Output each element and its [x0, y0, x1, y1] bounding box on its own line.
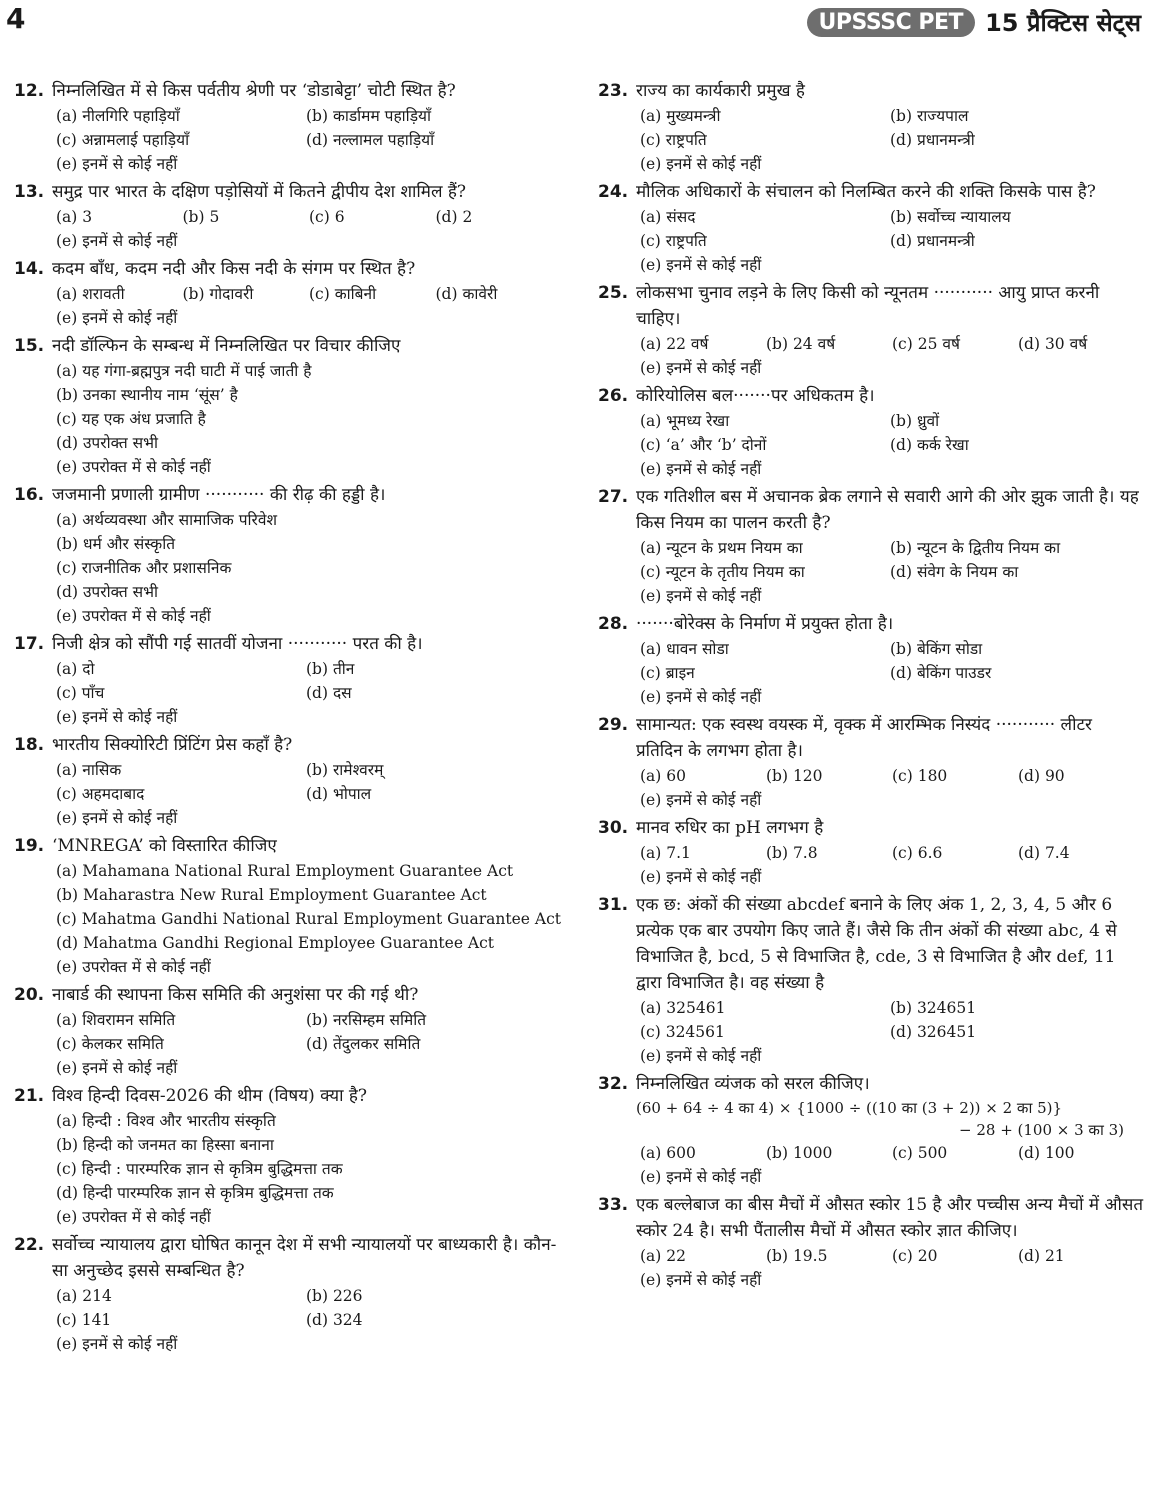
- question-text-row: [598, 1071, 1144, 1097]
- question-number: 15.: [14, 336, 45, 356]
- options-grid: [598, 841, 1144, 889]
- answer-option: (a) संसद: [640, 208, 696, 226]
- answer-option: (c) केलकर समिति: [56, 1035, 164, 1053]
- answer-option: (d) 324: [306, 1311, 363, 1329]
- answer-option: (d) बेकिंग पाउडर: [890, 664, 992, 682]
- question-number: 19.: [14, 836, 45, 856]
- question-number: 28.: [598, 614, 629, 634]
- answer-option: (b) नरसिम्हम समिति: [306, 1011, 427, 1029]
- question-text: सामान्यत: एक स्वस्थ वयस्क में, वृक्क में आरम्भिक निस्यंद ··········· लीटर प्रतिदिन के लगभग होता है।: [636, 715, 1093, 761]
- question-item: [14, 179, 562, 253]
- question-item: [598, 815, 1144, 889]
- answer-option: (c) 6: [309, 208, 345, 226]
- answer-option: (d) 2: [435, 208, 473, 226]
- question-text-row: [14, 256, 562, 282]
- answer-option-none: (e) इनमें से कोई नहीं: [640, 791, 762, 809]
- question-number: 24.: [598, 182, 629, 202]
- answer-option: (a) शरावती: [56, 285, 125, 303]
- answer-option: (d) भोपाल: [306, 785, 372, 803]
- answer-option-none: (e) इनमें से कोई नहीं: [56, 309, 178, 327]
- series-title: 15 प्रैक्टिस सेट्स: [985, 9, 1141, 37]
- answer-option-none: (e) उपरोक्त में से कोई नहीं: [56, 458, 211, 476]
- options-grid: [14, 859, 562, 979]
- question-text-row: [14, 179, 562, 205]
- question-text: मानव रुधिर का pH लगभग है: [636, 818, 824, 838]
- question-text: निम्नलिखित में से किस पर्वतीय श्रेणी पर ‘डोडाबेट्टा’ चोटी स्थित है?: [52, 81, 456, 101]
- question-item: [14, 631, 562, 729]
- question-item: [14, 333, 562, 479]
- answer-option: (c) ‘a’ और ‘b’ दोनों: [640, 436, 767, 454]
- answer-option: (b) न्यूटन के द्वितीय नियम का: [890, 539, 1061, 557]
- answer-option: (d) 100: [1018, 1144, 1075, 1162]
- answer-option-none: (e) उपरोक्त में से कोई नहीं: [56, 958, 211, 976]
- question-text-row: [14, 1232, 562, 1284]
- question-text-row: [14, 631, 562, 657]
- options-grid: [598, 332, 1144, 380]
- question-number: 16.: [14, 485, 45, 505]
- answer-option: (c) अहमदाबाद: [56, 785, 145, 803]
- question-text: राज्य का कार्यकारी प्रमुख है: [636, 81, 805, 101]
- answer-option: (c) राजनीतिक और प्रशासनिक: [56, 559, 232, 577]
- answer-option-none: (e) इनमें से कोई नहीं: [640, 460, 762, 478]
- options-grid: [598, 409, 1144, 481]
- answer-option-none: (e) इनमें से कोई नहीं: [640, 1168, 762, 1186]
- question-text-row: [598, 78, 1144, 104]
- question-text-row: [598, 484, 1144, 536]
- options-grid: [598, 1244, 1144, 1292]
- answer-option: (b) धर्म और संस्कृति: [56, 535, 176, 553]
- question-text-row: [598, 611, 1144, 637]
- question-number: 25.: [598, 283, 629, 303]
- options-grid: [14, 1008, 562, 1080]
- question-text: भारतीय सिक्योरिटी प्रिंटिंग प्रेस कहाँ है?: [52, 735, 293, 755]
- question-text: निम्नलिखित व्यंजक को सरल कीजिए।: [636, 1074, 870, 1094]
- answer-option-none: (e) इनमें से कोई नहीं: [640, 1271, 762, 1289]
- answer-option: (a) मुख्यमन्त्री: [640, 107, 721, 125]
- question-text-row: [598, 179, 1144, 205]
- question-number: 18.: [14, 735, 45, 755]
- answer-option: (a) 214: [56, 1287, 112, 1305]
- answer-option: (b) कार्डामम पहाड़ियाँ: [306, 107, 431, 125]
- answer-option: (a) नासिक: [56, 761, 122, 779]
- left-column: [14, 78, 562, 1359]
- question-text-row: [14, 732, 562, 758]
- question-text: लोकसभा चुनाव लड़ने के लिए किसी को न्यूनतम ··········· आयु प्राप्त करनी चाहिए।: [636, 283, 1100, 329]
- question-item: [14, 982, 562, 1080]
- question-item: [14, 1232, 562, 1356]
- options-grid: [598, 637, 1144, 709]
- answer-option: (c) 180: [892, 767, 948, 785]
- answer-option-none: (e) इनमें से कोई नहीं: [56, 708, 178, 726]
- question-text: मौलिक अधिकारों के संचालन को निलम्बित करने की शक्ति किसके पास है?: [636, 182, 1096, 202]
- question-number: 26.: [598, 386, 629, 406]
- answer-option: (d) Mahatma Gandhi Regional Employee Guarantee Act: [56, 934, 495, 952]
- answer-option: (d) कावेरी: [435, 285, 498, 303]
- question-number: 27.: [598, 487, 629, 507]
- answer-option: (a) 22: [640, 1247, 686, 1265]
- answer-option: (a) अर्थव्यवस्था और सामाजिक परिवेश: [56, 511, 278, 529]
- options-grid: [14, 508, 562, 628]
- answer-option-none: (e) इनमें से कोई नहीं: [640, 868, 762, 886]
- answer-option: (d) 30 वर्ष: [1018, 335, 1088, 353]
- answer-option: (a) हिन्दी : विश्व और भारतीय संस्कृति: [56, 1112, 276, 1130]
- answer-option-none: (e) इनमें से कोई नहीं: [56, 1059, 178, 1077]
- question-item: [598, 179, 1144, 277]
- answer-option: (a) यह गंगा-ब्रह्मपुत्र नदी घाटी में पाई जाती है: [56, 362, 312, 380]
- question-item: [14, 1083, 562, 1229]
- answer-option: (a) 22 वर्ष: [640, 335, 709, 353]
- answer-option: (d) तेंदुलकर समिति: [306, 1035, 421, 1053]
- question-text-row: [14, 333, 562, 359]
- answer-option: (c) न्यूटन के तृतीय नियम का: [640, 563, 805, 581]
- answer-option: (b) 19.5: [766, 1247, 828, 1265]
- answer-option: (d) उपरोक्त सभी: [56, 583, 159, 601]
- answer-option: (c) 25 वर्ष: [892, 335, 960, 353]
- question-number: 29.: [598, 715, 629, 735]
- answer-option: (c) राष्ट्रपति: [640, 232, 707, 250]
- answer-option: (a) 325461: [640, 999, 726, 1017]
- answer-option: (d) संवेग के नियम का: [890, 563, 1019, 581]
- options-grid: [598, 536, 1144, 608]
- answer-option-none: (e) इनमें से कोई नहीं: [640, 359, 762, 377]
- answer-option: (b) 1000: [766, 1144, 833, 1162]
- question-item: [598, 1192, 1144, 1292]
- question-number: 14.: [14, 259, 45, 279]
- question-item: [14, 78, 562, 176]
- answer-option: (d) 21: [1018, 1247, 1065, 1265]
- question-item: [598, 78, 1144, 176]
- answer-option: (a) शिवरामन समिति: [56, 1011, 176, 1029]
- answer-option: (c) 500: [892, 1144, 948, 1162]
- question-text: विश्व हिन्दी दिवस-2026 की थीम (विषय) क्या है?: [52, 1086, 368, 1106]
- answer-option: (d) 90: [1018, 767, 1065, 785]
- answer-option: (c) अन्नामलाई पहाड़ियाँ: [56, 131, 190, 149]
- answer-option: (c) ब्राइन: [640, 664, 695, 682]
- question-text-row: [598, 383, 1144, 409]
- question-number: 30.: [598, 818, 629, 838]
- right-column: [598, 78, 1144, 1295]
- answer-option: (b) 5: [182, 208, 220, 226]
- answer-option: (d) कर्क रेखा: [890, 436, 969, 454]
- options-grid: [14, 657, 562, 729]
- question-number: 31.: [598, 895, 629, 915]
- question-item: [598, 611, 1144, 709]
- answer-option-none: (e) इनमें से कोई नहीं: [640, 155, 762, 173]
- options-grid: [14, 205, 562, 253]
- answer-option: (a) 60: [640, 767, 686, 785]
- answer-option: (b) उनका स्थानीय नाम ‘सूंस’ है: [56, 386, 238, 404]
- question-text: समुद्र पार भारत के दक्षिण पड़ोसियों में कितने द्वीपीय देश शामिल हैं?: [52, 182, 467, 202]
- question-text: निजी क्षेत्र को सौंपी गई सातवीं योजना ··········· परत की है।: [52, 634, 423, 654]
- answer-option-none: (e) उपरोक्त में से कोई नहीं: [56, 607, 211, 625]
- question-text: एक गतिशील बस में अचानक ब्रेक लगाने से सवारी आगे की ओर झुक जाती है। यह किस नियम का पालन करती है?: [636, 487, 1139, 533]
- answer-option: (d) प्रधानमन्त्री: [890, 131, 975, 149]
- question-text-row: [598, 815, 1144, 841]
- answer-option: (c) Mahatma Gandhi National Rural Employment Guarantee Act: [56, 910, 561, 928]
- question-item: [598, 712, 1144, 812]
- options-grid: [14, 758, 562, 830]
- question-number: 12.: [14, 81, 45, 101]
- question-number: 20.: [14, 985, 45, 1005]
- answer-option: (b) 120: [766, 767, 823, 785]
- answer-option: (b) Maharastra New Rural Employment Guarantee Act: [56, 886, 487, 904]
- answer-option: (b) 324651: [890, 999, 977, 1017]
- expression-line: − 28 + (100 × 3 का 3): [959, 1121, 1124, 1139]
- answer-option-none: (e) इनमें से कोई नहीं: [56, 232, 178, 250]
- options-grid: [598, 104, 1144, 176]
- answer-option: (a) Mahamana National Rural Employment Guarantee Act: [56, 862, 514, 880]
- answer-option: (d) 7.4: [1018, 844, 1070, 862]
- options-grid: [14, 1284, 562, 1356]
- question-text-row: [598, 712, 1144, 764]
- answer-option: (d) नल्लामल पहाड़ियाँ: [306, 131, 435, 149]
- answer-option: (c) हिन्दी : पारम्परिक ज्ञान से कृत्रिम बुद्धिमत्ता तक: [56, 1160, 343, 1178]
- answer-option: (b) तीन: [306, 660, 355, 678]
- answer-option: (c) 324561: [640, 1023, 725, 1041]
- question-number: 33.: [598, 1195, 629, 1215]
- question-text-row: [14, 982, 562, 1008]
- question-text-row: [14, 833, 562, 859]
- question-item: [598, 892, 1144, 1068]
- question-text-row: [14, 482, 562, 508]
- question-item: [598, 383, 1144, 481]
- question-number: 32.: [598, 1074, 629, 1094]
- book-header: [807, 6, 1141, 39]
- answer-option-none: (e) इनमें से कोई नहीं: [640, 587, 762, 605]
- question-text-row: [14, 78, 562, 104]
- answer-option: (a) 600: [640, 1144, 696, 1162]
- answer-option-none: (e) इनमें से कोई नहीं: [56, 155, 178, 173]
- answer-option: (d) उपरोक्त सभी: [56, 434, 159, 452]
- exam-badge: UPSSSC PET: [807, 8, 976, 37]
- question-item: [14, 256, 562, 330]
- answer-option: (a) 7.1: [640, 844, 691, 862]
- answer-option: (b) 226: [306, 1287, 363, 1305]
- options-grid: [14, 282, 562, 330]
- question-number: 17.: [14, 634, 45, 654]
- question-text-row: [598, 892, 1144, 996]
- options-grid: [14, 359, 562, 479]
- answer-option-none: (e) उपरोक्त में से कोई नहीं: [56, 1208, 211, 1226]
- question-item: [14, 833, 562, 979]
- answer-option: (c) 20: [892, 1247, 938, 1265]
- page-number: 4: [6, 2, 26, 35]
- options-grid: [598, 764, 1144, 812]
- question-text-row: [598, 280, 1144, 332]
- answer-option-none: (e) इनमें से कोई नहीं: [640, 1047, 762, 1065]
- question-number: 22.: [14, 1235, 45, 1255]
- answer-option: (c) 141: [56, 1311, 112, 1329]
- question-item: [598, 1071, 1144, 1189]
- answer-option: (c) राष्ट्रपति: [640, 131, 707, 149]
- question-text-row: [598, 1192, 1144, 1244]
- question-text: जजमानी प्रणाली ग्रामीण ··········· की रीढ़ की हड्डी है।: [52, 485, 386, 505]
- answer-option: (b) राज्यपाल: [890, 107, 969, 125]
- answer-option: (a) नीलगिरि पहाड़ियाँ: [56, 107, 180, 125]
- answer-option: (b) रामेश्वरम्: [306, 761, 384, 779]
- question-text: कोरियोलिस बल·······पर अधिकतम है।: [636, 386, 875, 406]
- answer-option: (b) हिन्दी को जनमत का हिस्सा बनाना: [56, 1136, 274, 1154]
- question-text: ‘MNREGA’ को विस्तारित कीजिए: [52, 836, 277, 856]
- answer-option: (c) 6.6: [892, 844, 943, 862]
- options-grid: [598, 205, 1144, 277]
- answer-option: (a) धावन सोडा: [640, 640, 729, 658]
- options-grid: [14, 1109, 562, 1229]
- question-text: एक छ: अंकों की संख्या abcdef बनाने के लिए अंक 1, 2, 3, 4, 5 और 6 प्रत्येक एक बार उपयोग किए जाते हैं। जैसे कि तीन अंकों की संख्या abc, 4 से विभाजित है, bcd, 5 से विभाजित है, cde, 3 से विभाजित है और def, 11 द्वारा विभाजित है। वह संख्या है: [636, 895, 1117, 993]
- answer-option-none: (e) इनमें से कोई नहीं: [640, 256, 762, 274]
- answer-option: (d) हिन्दी पारम्परिक ज्ञान से कृत्रिम बुद्धिमत्ता तक: [56, 1184, 334, 1202]
- question-text: सर्वोच्च न्यायालय द्वारा घोषित कानून देश में सभी न्यायालयों पर बाध्यकारी है। कौन-सा अनुच्छेद इससे सम्बन्धित है?: [52, 1235, 557, 1281]
- answer-option: (d) प्रधानमन्त्री: [890, 232, 975, 250]
- question-text-row: [14, 1083, 562, 1109]
- options-grid: [598, 996, 1144, 1068]
- question-item: [14, 482, 562, 628]
- answer-option: (b) 7.8: [766, 844, 818, 862]
- question-item: [598, 280, 1144, 380]
- options-grid: [14, 104, 562, 176]
- answer-option: (d) 326451: [890, 1023, 977, 1041]
- question-text: नदी डॉल्फिन के सम्बन्ध में निम्नलिखित पर विचार कीजिए: [52, 336, 401, 356]
- answer-option: (b) सर्वोच्च न्यायालय: [890, 208, 1011, 226]
- answer-option: (b) ध्रुवों: [890, 412, 940, 430]
- answer-option-none: (e) इनमें से कोई नहीं: [640, 688, 762, 706]
- question-item: [14, 732, 562, 830]
- answer-option: (b) बेकिंग सोडा: [890, 640, 983, 658]
- answer-option-none: (e) इनमें से कोई नहीं: [56, 1335, 178, 1353]
- answer-option: (c) यह एक अंध प्रजाति है: [56, 410, 206, 428]
- question-number: 23.: [598, 81, 629, 101]
- question-text: नाबार्ड की स्थापना किस समिति की अनुशंसा पर की गई थी?: [52, 985, 419, 1005]
- answer-option: (a) भूमध्य रेखा: [640, 412, 730, 430]
- question-text: ·······बोरेक्स के निर्माण में प्रयुक्त होता है।: [636, 614, 894, 634]
- options-grid: [598, 1141, 1144, 1189]
- answer-option: (c) पाँच: [56, 684, 105, 702]
- question-text: कदम बाँध, कदम नदी और किस नदी के संगम पर स्थित है?: [52, 259, 416, 279]
- question-item: [598, 484, 1144, 608]
- answer-option: (a) न्यूटन के प्रथम नियम का: [640, 539, 803, 557]
- answer-option: (b) 24 वर्ष: [766, 335, 836, 353]
- answer-option: (b) गोदावरी: [182, 285, 254, 303]
- answer-option-none: (e) इनमें से कोई नहीं: [56, 809, 178, 827]
- question-text: एक बल्लेबाज का बीस मैचों में औसत स्कोर 15 है और पच्चीस अन्य मैचों में औसत स्कोर 24 है। सभी पैंतालीस मैचों में औसत स्कोर ज्ञात कीजिए।: [636, 1195, 1144, 1241]
- answer-option: (d) दस: [306, 684, 352, 702]
- answer-option: (a) दो: [56, 660, 95, 678]
- question-number: 21.: [14, 1086, 45, 1106]
- answer-option: (c) काबिनी: [309, 285, 377, 303]
- expression-line: (60 + 64 ÷ 4 का 4) × {1000 ÷ ((10 का (3 + 2)) × 2 का 5)}: [636, 1099, 1063, 1117]
- question-number: 13.: [14, 182, 45, 202]
- answer-option: (a) 3: [56, 208, 93, 226]
